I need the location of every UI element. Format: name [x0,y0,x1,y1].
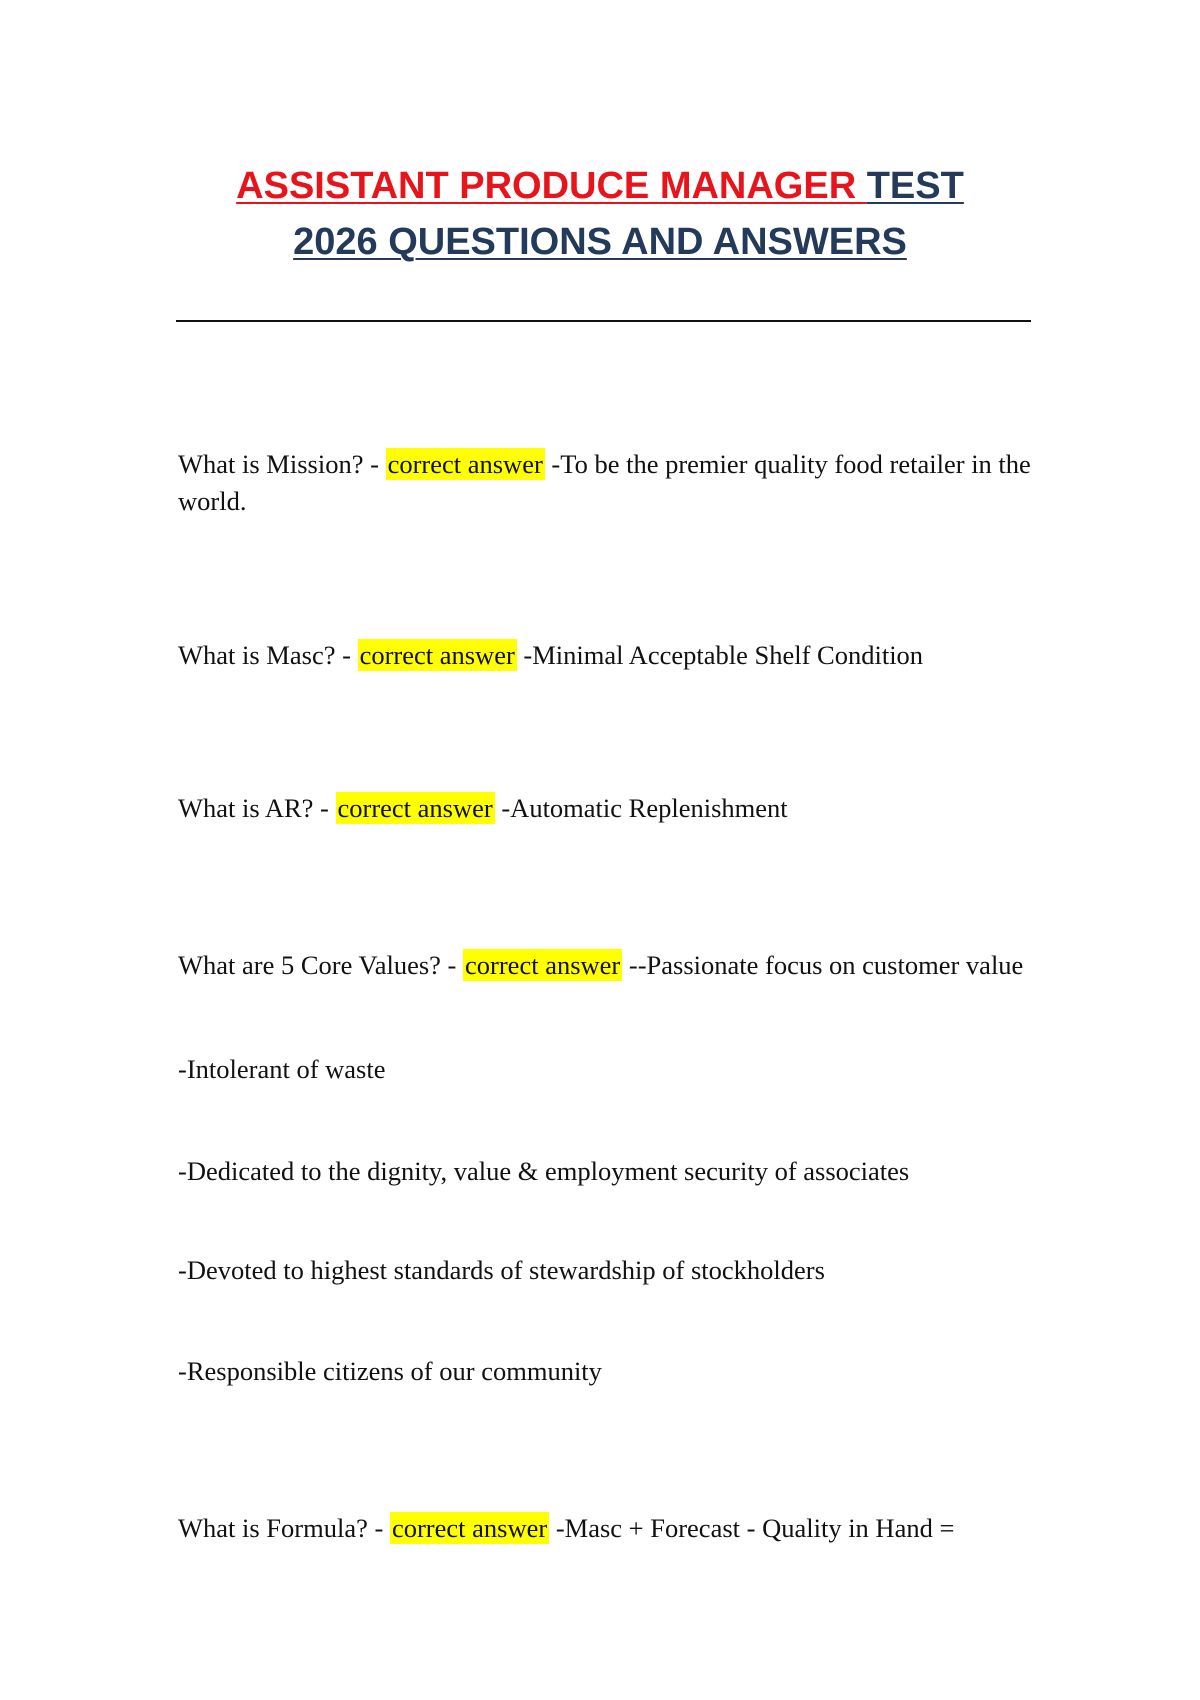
document-title [150,158,1050,270]
title-line-2 [150,214,1050,270]
qa-item-formula [178,1510,1038,1547]
title-red-text: ASSISTANT PRODUCE MANAGER [236,165,867,207]
qa-item-ar [178,790,1038,827]
correct-answer-highlight: correct answer [387,449,543,479]
title-subtitle-text: 2026 QUESTIONS AND ANSWERS [293,221,907,263]
qa-item-core-values [178,947,1038,984]
title-line-1 [150,158,1050,214]
core-value-line: -Devoted to highest standards of stewardship of stockholders [178,1255,825,1285]
core-value-line: -Dedicated to the dignity, value & employment security of associates [178,1156,910,1186]
correct-answer-highlight: correct answer [391,1513,548,1543]
core-value-line: -Intolerant of waste [178,1054,386,1084]
question-text: What is Formula? - [178,1513,390,1543]
question-text: What is Mission? - [178,449,386,479]
correct-answer-highlight: correct answer [337,793,493,823]
correct-answer-highlight: correct answer [359,640,515,670]
question-text: What is Masc? - [178,640,358,670]
qa-item-mission [178,446,1038,520]
question-text: What are 5 Core Values? - [178,950,464,980]
answer-text: --Passionate focus on customer value [622,950,1024,980]
answer-text: -Minimal Acceptable Shelf Condition [516,640,924,670]
answer-text: -Automatic Replenishment [494,793,788,823]
answer-text: -Masc + Forecast - Quality in Hand = [549,1513,955,1543]
title-navy-text: TEST [866,165,964,207]
title-divider [176,320,1031,322]
answer-text: -To be the premier quality food retailer in the world. [178,449,1031,516]
qa-item-masc [178,637,1038,674]
core-value-line: -Responsible citizens of our community [178,1356,602,1386]
question-text: What is AR? - [178,793,336,823]
correct-answer-highlight: correct answer [465,950,621,980]
